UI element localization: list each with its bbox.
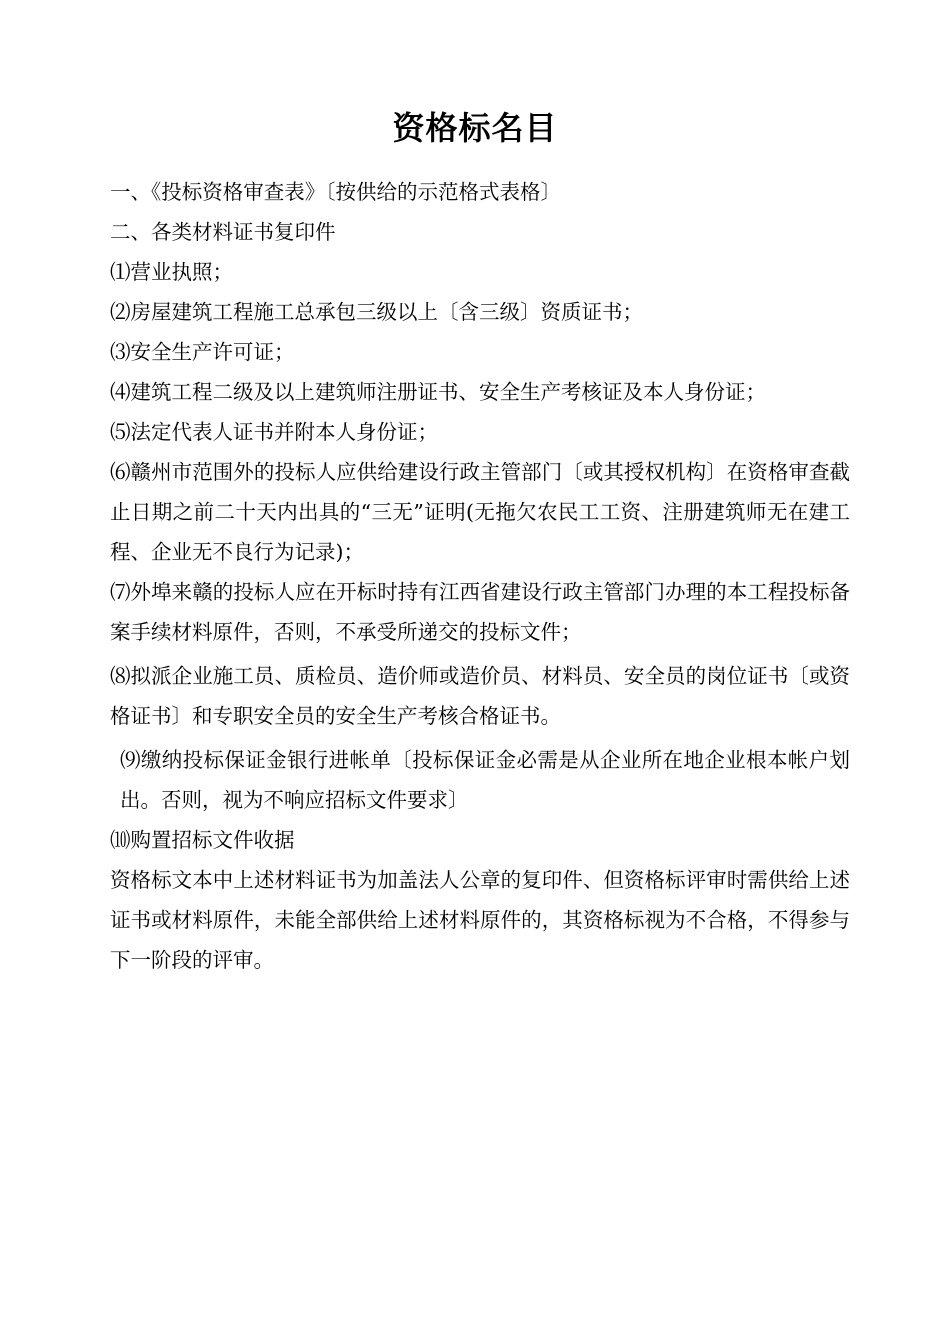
list-item-staff-certificates: ⑻拟派企业施工员、质检员、造价师或造价员、材料员、安全员的岗位证书〔或资格证书〕和专职安全员的安全生产考核合格证书。	[110, 664, 850, 728]
list-item-three-no-proof: ⑹赣州市范围外的投标人应供给建设行政主管部门〔或其授权机构〕在资格审查截止日期之前二十天内出具的“三无”证明(无拖欠农民工工资、注册建筑师无在建工程、企业无不良行为记录)；	[110, 460, 850, 564]
paragraph-section-one: 一、《投标资格审查表》〔按供给的示范格式表格〕	[110, 180, 561, 204]
document-body	[110, 172, 850, 980]
page-title: 资格标名目	[392, 109, 558, 147]
paragraph-section-two: 二、各类材料证书复印件	[110, 220, 336, 244]
list-item-filing-materials: ⑺外埠来赣的投标人应在开标时持有江西省建设行政主管部门办理的本工程投标备案手续材料原件，否则，不承受所递交的投标文件；	[110, 580, 850, 644]
list-item-deposit-receipt: ⑼缴纳投标保证金银行进帐单〔投标保证金必需是从企业所在地企业根本帐户划出。否则，视为不响应招标文件要求〕	[120, 748, 850, 812]
list-item-legal-representative: ⑸法定代表人证书并附本人身份证；	[110, 420, 438, 444]
list-item-architect-certificate: ⑷建筑工程二级及以上建筑师注册证书、安全生产考核证及本人身份证；	[110, 380, 766, 404]
list-item-safety-production-license: ⑶安全生产许可证；	[110, 340, 295, 364]
list-item-qualification-certificate: ⑵房屋建筑工程施工总承包三级以上〔含三级〕资质证书；	[110, 300, 643, 324]
list-item-business-license: ⑴营业执照；	[110, 260, 233, 284]
list-item-bid-document-receipt: ⑽购置招标文件收据	[110, 828, 295, 852]
paragraph-closing-note: 资格标文本中上述材料证书为加盖法人公章的复印件、但资格标评审时需供给上述证书或材料原件，未能全部供给上述材料原件的，其资格标视为不合格，不得参与下一阶段的评审。	[110, 868, 850, 972]
